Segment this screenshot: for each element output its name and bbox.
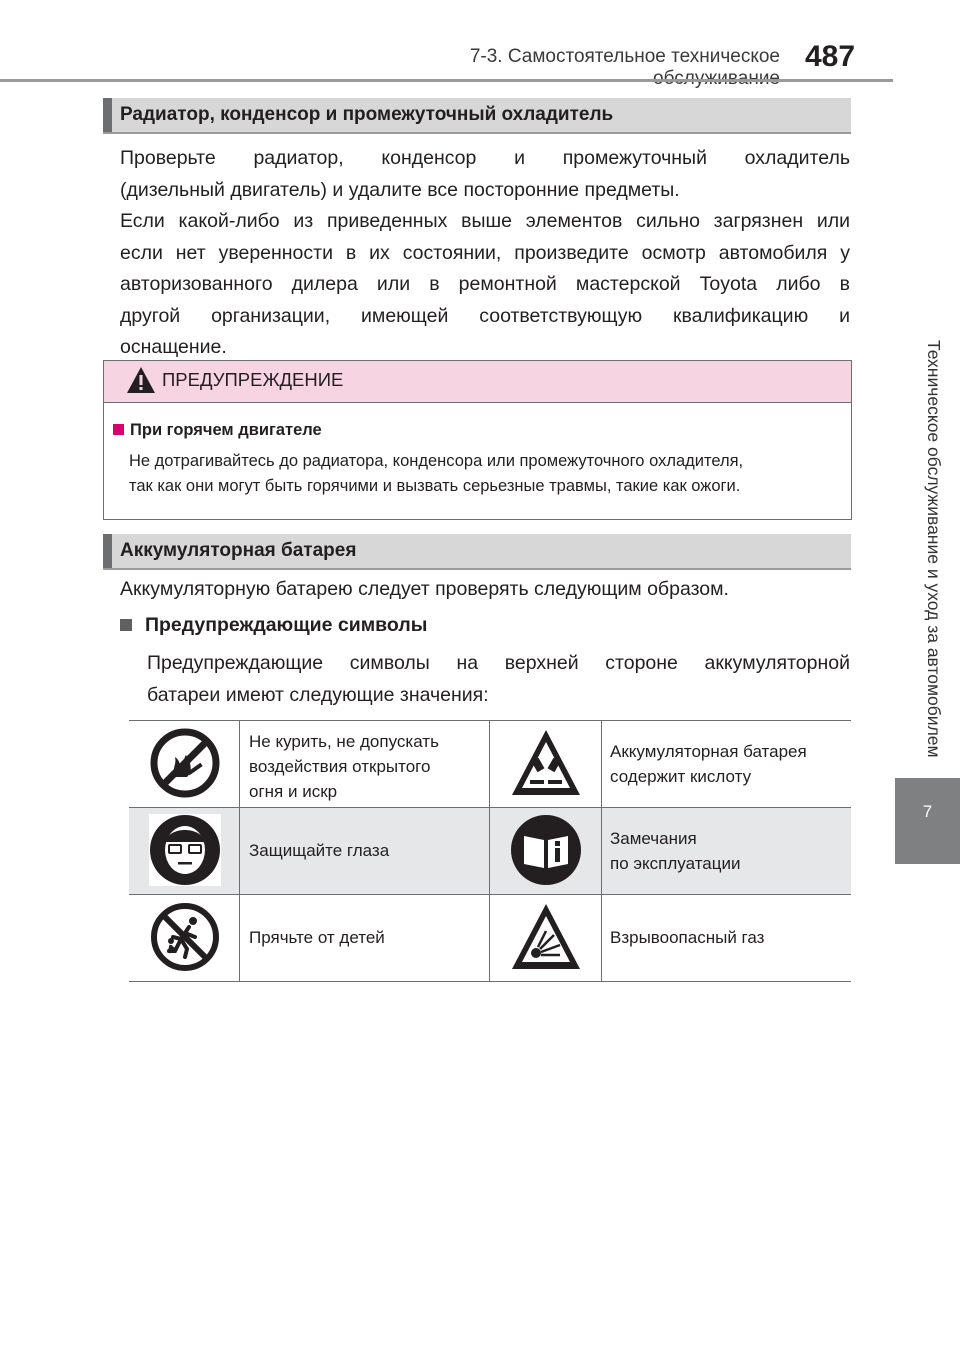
page-number: 487 <box>805 40 856 73</box>
symbol-cell <box>490 808 851 894</box>
symbol-label <box>610 739 836 789</box>
paragraph-line: (дизельный двигатель) и удалите все посторонние предметы. <box>120 178 680 201</box>
radiator-paragraph <box>120 143 850 364</box>
paragraph-line: Предупреждающие символы на верхней стороне аккумуляторной <box>147 652 850 674</box>
symbol-label-line: Взрывоопасный газ <box>610 928 765 947</box>
no-smoking-no-fire-icon <box>149 727 221 799</box>
paragraph-line: авторизованного дилера или в ремонтной мастерской Toyota либо в <box>120 273 850 295</box>
symbol-label-line: огня и искр <box>249 782 338 801</box>
chapter-title: 7-3. Самостоятельное техническое <box>469 46 780 67</box>
symbol-label <box>249 838 475 863</box>
section-heading-bar <box>103 534 112 568</box>
symbol-label-line: Аккумуляторная батарея <box>610 742 807 761</box>
warning-symbols-table <box>129 720 851 982</box>
paragraph-line: Аккумуляторную батарею следует проверять следующим образом. <box>120 578 729 600</box>
bullet-square-icon <box>113 424 124 435</box>
symbol-label-line: Замечания <box>610 829 697 848</box>
battery-subheading-text: Предупреждающие символы <box>145 614 428 636</box>
battery-description <box>147 648 850 711</box>
symbol-label <box>610 826 836 876</box>
battery-intro <box>120 574 850 606</box>
read-manual-icon <box>510 814 582 886</box>
symbol-label-line: Защищайте глаза <box>249 841 390 860</box>
section-heading-radiator <box>103 98 851 134</box>
symbol-cell <box>490 721 851 807</box>
section-title: Радиатор, конденсор и промежуточный охладитель <box>120 104 614 125</box>
symbol-label-line: по эксплуатации <box>610 854 741 873</box>
section-heading-battery <box>103 534 851 570</box>
symbol-label-line: содержит кислоту <box>610 767 752 786</box>
warning-text-line: так как они могут быть горячими и вызвать серьезные травмы, такие как ожоги. <box>129 477 741 495</box>
paragraph-line: другой организации, имеющей соответствующую квалификацию и <box>120 304 850 327</box>
symbol-label <box>249 729 475 804</box>
paragraph-line: Проверьте радиатор, конденсор и промежуточный охладитель <box>120 147 850 169</box>
warning-subheading-text: При горячем двигателе <box>130 421 322 439</box>
battery-subheading <box>120 610 850 642</box>
symbol-cell <box>129 895 489 981</box>
symbol-label <box>249 925 475 950</box>
warning-title: ПРЕДУПРЕЖДЕНИЕ <box>162 369 344 390</box>
warning-box <box>103 360 852 520</box>
paragraph-line: оснащение. <box>120 336 227 358</box>
bullet-square-icon <box>120 619 132 631</box>
warning-text-line: Не дотрагивайтесь до радиатора, конденсора или промежуточного охладителя, <box>129 452 744 470</box>
symbol-cell <box>129 808 489 894</box>
warning-header <box>104 361 851 403</box>
paragraph-line: Если какой-либо из приведенных выше элементов сильно загрязнен или <box>120 210 850 232</box>
header-divider <box>0 79 893 82</box>
symbol-label-line: Не курить, не допускать <box>249 732 439 751</box>
paragraph-line: батареи имеют следующие значения: <box>147 683 489 706</box>
warning-triangle-icon <box>126 366 156 394</box>
chapter-tab-number: 7 <box>922 802 933 821</box>
warning-subheading <box>113 421 322 440</box>
eye-protection-icon <box>149 814 221 886</box>
section-heading-bar <box>103 98 112 132</box>
paragraph-line: если нет уверенности в их состоянии, произведите осмотр автомобиля у <box>120 241 850 264</box>
symbol-label-line: воздействия открытого <box>249 757 431 776</box>
section-title: Аккумуляторная батарея <box>120 540 357 561</box>
symbol-label-line: Прячьте от детей <box>249 928 385 947</box>
explosive-gas-icon <box>510 901 582 973</box>
symbol-label <box>610 925 836 950</box>
acid-corrosive-icon <box>510 727 582 799</box>
keep-away-children-icon <box>149 901 221 973</box>
symbol-cell <box>129 721 489 807</box>
chapter-tab[interactable] <box>895 778 960 864</box>
symbol-cell <box>490 895 851 981</box>
warning-text <box>129 449 841 499</box>
side-chapter-label: Техническое обслуживание и уход за автомобилем <box>924 340 944 758</box>
